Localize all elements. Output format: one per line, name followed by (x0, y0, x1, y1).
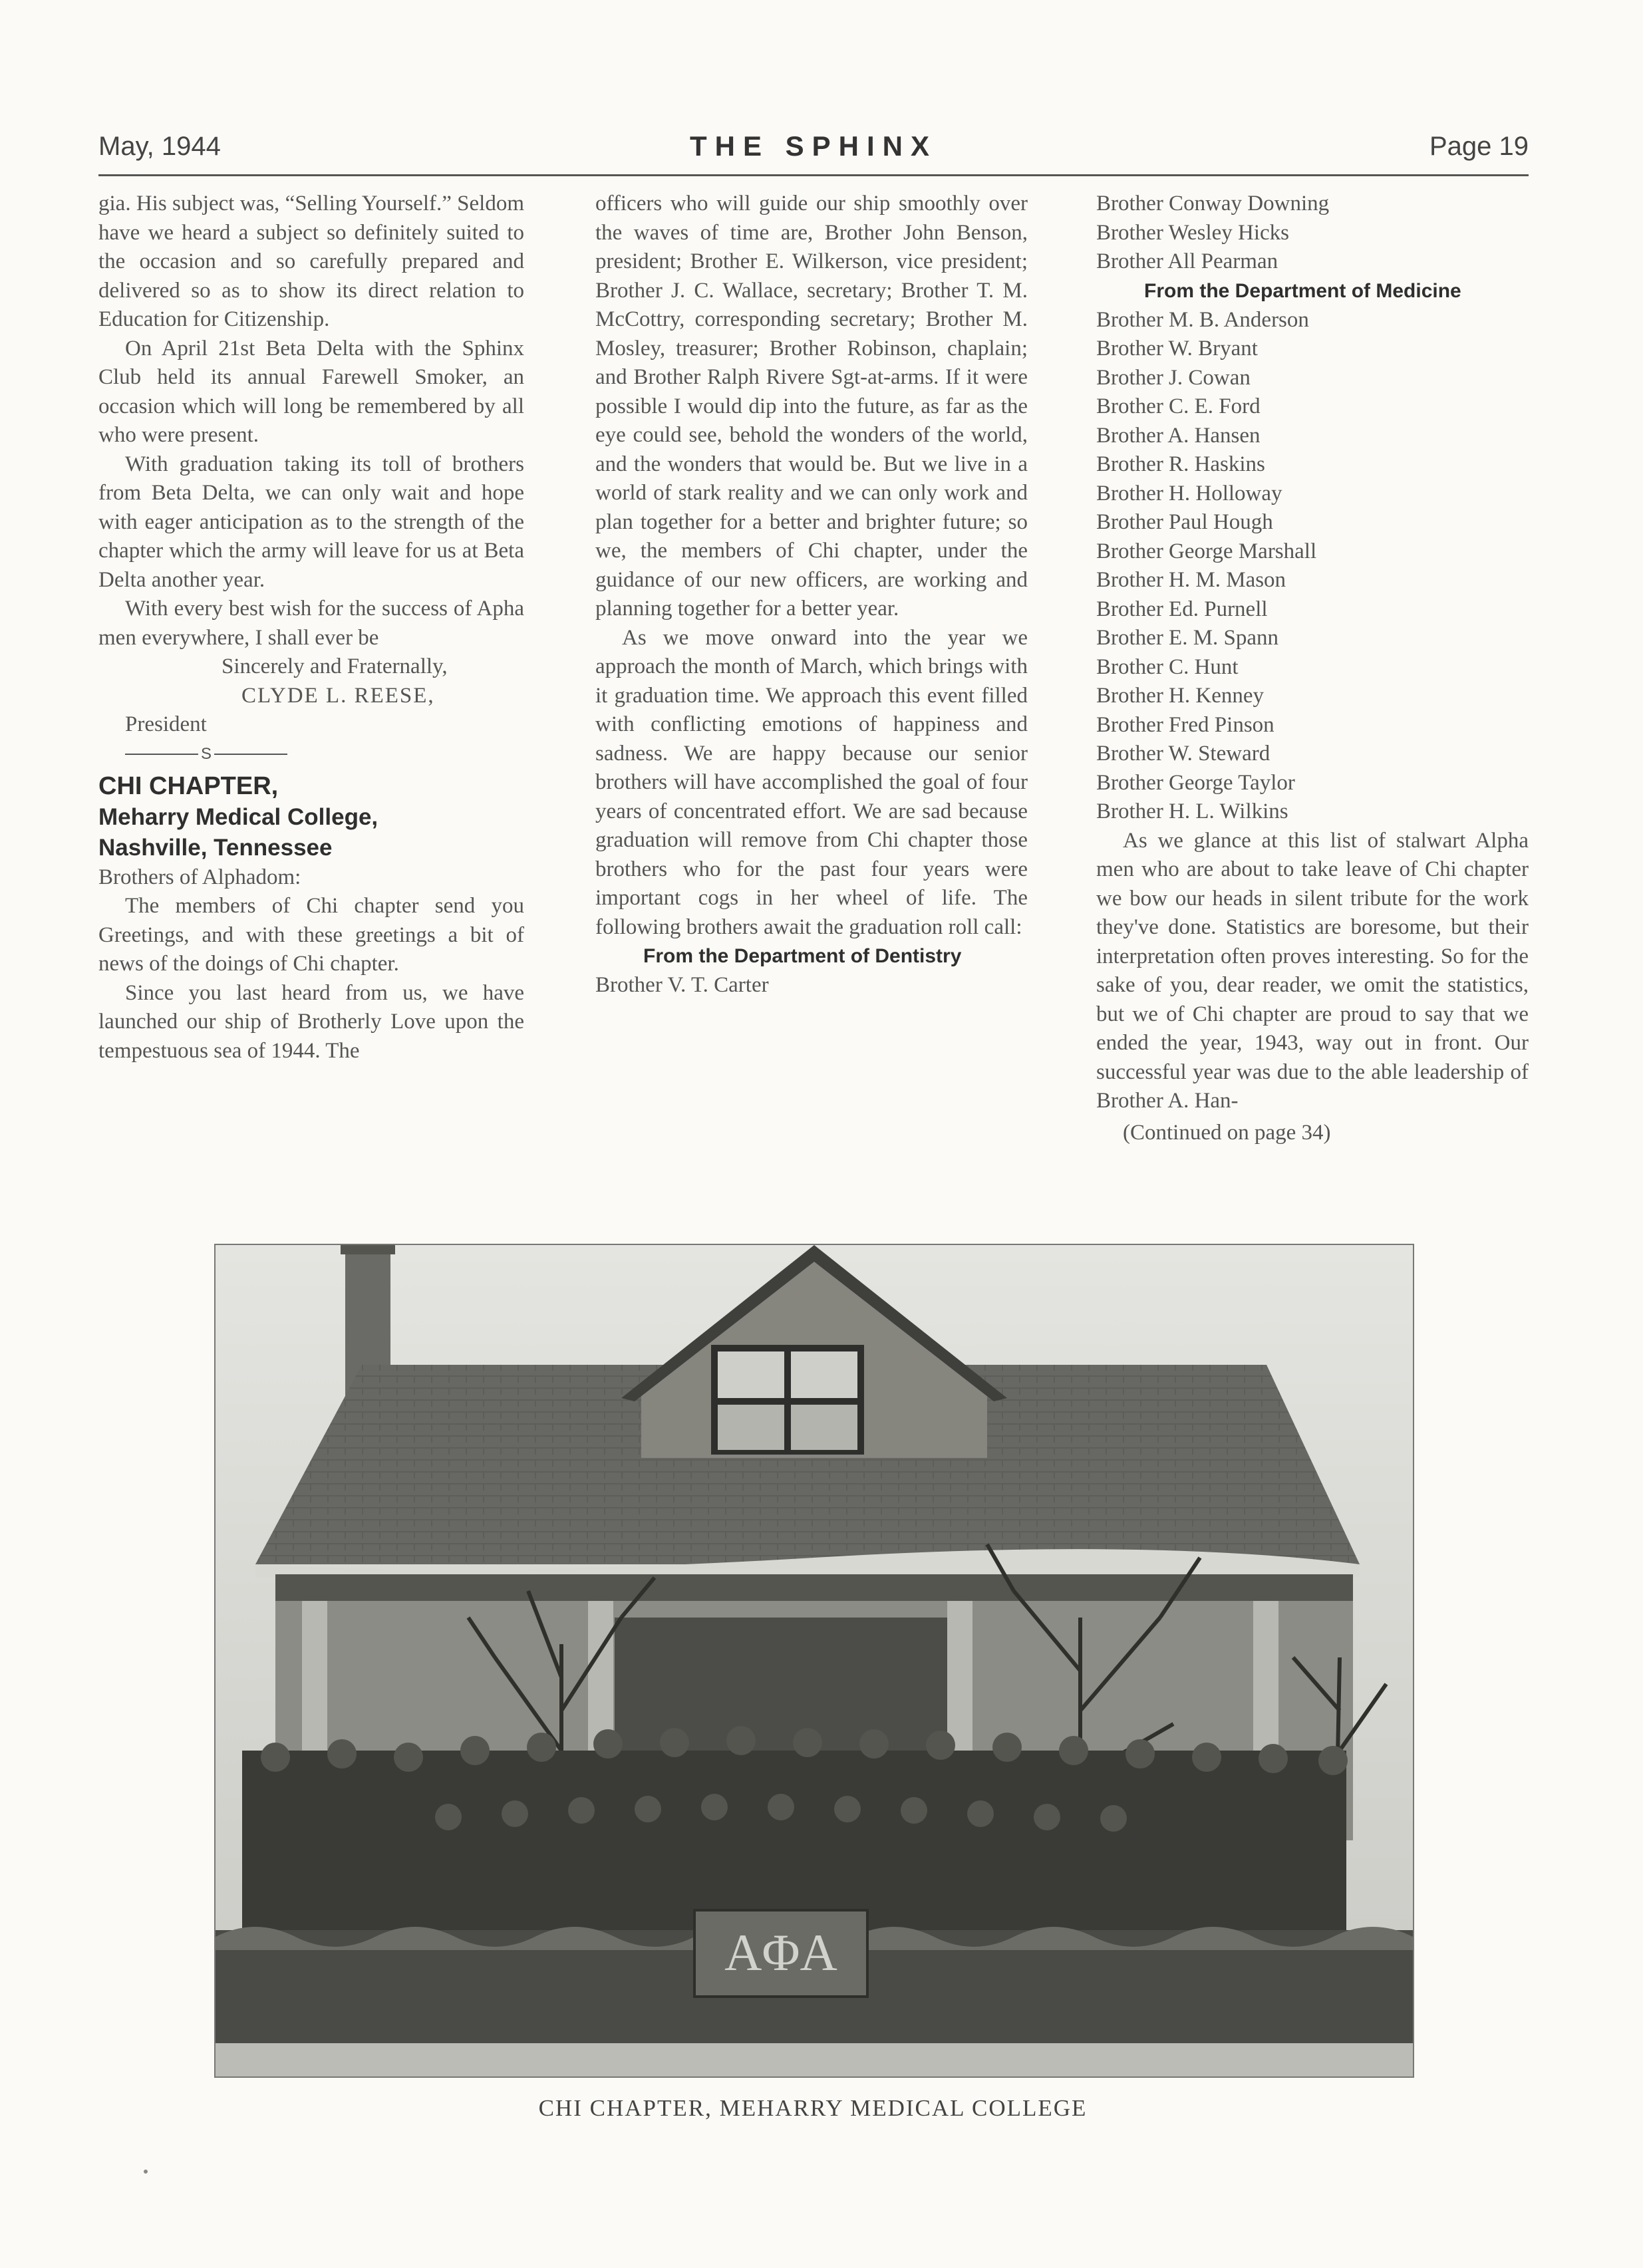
graduate-name: Brother All Pearman (1096, 249, 1278, 273)
paragraph: gia. His subject was, “Selling Yourself.” Seldom have we heard a subject so definitely suited to the occasion and so carefully prepared and delivered so as to show its direct relation to Education for Citizenship. (98, 192, 524, 331)
column-3 (1096, 190, 1529, 1149)
graduate-name: Brother W. Bryant (1096, 337, 1258, 360)
graduate-name: Brother H. M. Mason (1096, 568, 1286, 592)
salutation: Brothers of Alphadom: (98, 865, 301, 889)
continued-note: (Continued on page 34) (1123, 1120, 1331, 1145)
magazine-title: THE SPHINX (689, 130, 938, 162)
chapter-photograph (214, 1244, 1414, 2078)
signer-name: CLYDE L. REESE, (241, 683, 435, 708)
paragraph: The members of Chi chapter send you Greetings, and with these greetings a bit of news of the doings of Chi chapter. (98, 894, 524, 976)
paragraph: As we move onward into the year we approach the month of March, which brings with it graduation time. We approach this event filled with conflicting emotions of happiness and sadness. We are happy because our senior brothers will have accomplished the goal of four years of concentrated effort. We are sad because graduation will remove from Chi chapter those brothers who for the past four years were important cogs in her wheel of life. The following brothers await the graduation roll call: (595, 625, 1028, 939)
signer-title: President (125, 712, 207, 736)
paragraph: Since you last heard from us, we have launched our ship of Brotherly Love upon the tempestuous sea of 1944. The (98, 980, 524, 1063)
graduate-name: Brother A. Hansen (1096, 423, 1261, 448)
graduate-name: Brother R. Haskins (1096, 452, 1265, 476)
paragraph: With every best wish for the success of Apha men everywhere, I shall ever be (98, 597, 524, 650)
scan-speck (144, 2170, 148, 2174)
paragraph: As we glance at this list of stalwart Alpha men who are about to take leave of Chi chapter we bow our heads in silent tribute for the work they've done. Statistics are boresome, but their interpretation often proves interesting. So for the sake of you, dear reader, we omit the statistics, but we of Chi chapter are proud to say that we ended the year, 1943, way out in front. Our successful year was due to the able leadership of Brother A. Han- (1096, 828, 1529, 1113)
graduate-name: Brother Ed. Purnell (1096, 597, 1268, 621)
graduate-name: Brother W. Steward (1096, 742, 1270, 766)
graduate-name: Brother M. B. Anderson (1096, 307, 1309, 332)
column-1 (98, 190, 524, 1065)
fraternity-sign-letters: AΦA (724, 1923, 837, 1981)
column-2 (595, 190, 1028, 1000)
graduate-name: Brother Wesley Hicks (1096, 220, 1290, 245)
graduate-name: Brother Conway Downing (1096, 192, 1330, 215)
letter-closing: Sincerely and Fraternally, (222, 654, 448, 678)
graduate-name: Brother H. L. Wilkins (1096, 799, 1288, 823)
graduate-name: Brother C. Hunt (1096, 654, 1239, 679)
issue-date: May, 1944 (98, 132, 221, 161)
graduate-name: Brother V. T. Carter (595, 973, 769, 997)
section-divider: S (98, 740, 524, 768)
graduate-name: Brother George Marshall (1096, 539, 1317, 563)
graduate-name: Brother George Taylor (1096, 770, 1295, 795)
chapter-title: CHI CHAPTER, (98, 772, 279, 800)
graduate-name: Brother Fred Pinson (1096, 712, 1274, 737)
paragraph: With graduation taking its toll of brothers from Beta Delta, we can only wait and hope with eager anticipation as to the strength of the chapter which the army will leave for us at Beta Delta another year. (98, 452, 524, 592)
photo-illustration (216, 1245, 1413, 2076)
chapter-heading (98, 770, 524, 863)
header-rule (98, 174, 1529, 176)
page-header (98, 126, 1529, 173)
chapter-city: Nashville, Tennessee (98, 834, 333, 861)
department-heading: From the Department of Medicine (1144, 279, 1461, 302)
paragraph: On April 21st Beta Delta with the Sphinx Club held its annual Farewell Smoker, an occasion which will long be remembered by all who were present. (98, 336, 524, 447)
photo-caption: CHI CHAPTER, MEHARRY MEDICAL COLLEGE (538, 2095, 1088, 2121)
graduate-name: Brother E. M. Spann (1096, 626, 1279, 650)
graduate-name: Brother H. Kenney (1096, 684, 1265, 708)
graduate-name: Brother C. E. Ford (1096, 394, 1261, 418)
graduate-name: Brother H. Holloway (1096, 481, 1282, 505)
page-number: Page 19 (1429, 132, 1529, 161)
graduate-name: Brother J. Cowan (1096, 365, 1251, 390)
chapter-school: Meharry Medical College, (98, 803, 378, 830)
graduate-name: Brother Paul Hough (1096, 510, 1273, 534)
paragraph: officers who will guide our ship smoothly over the waves of time are, Brother John Benson, president; Brother E. Wilkerson, vice president; Brother J. C. Wallace, secretary; Brother T. M. McCottry, corresponding secretary; Brother M. Mosley, treasurer; Brother Robinson, chaplain; and Brother Ralph Rivere Sgt-at-arms. If it were possible I would dip into the future, as far as the eye could see, behold the wonders of the world, and the wonders that would be. But we live in a world of stark reality and we can only work and plan together for a better and brighter future; so we, the members of Chi chapter, under the guidance of our new officers, are working and planning together for a better year. (595, 192, 1028, 621)
department-heading: From the Department of Dentistry (643, 945, 962, 967)
